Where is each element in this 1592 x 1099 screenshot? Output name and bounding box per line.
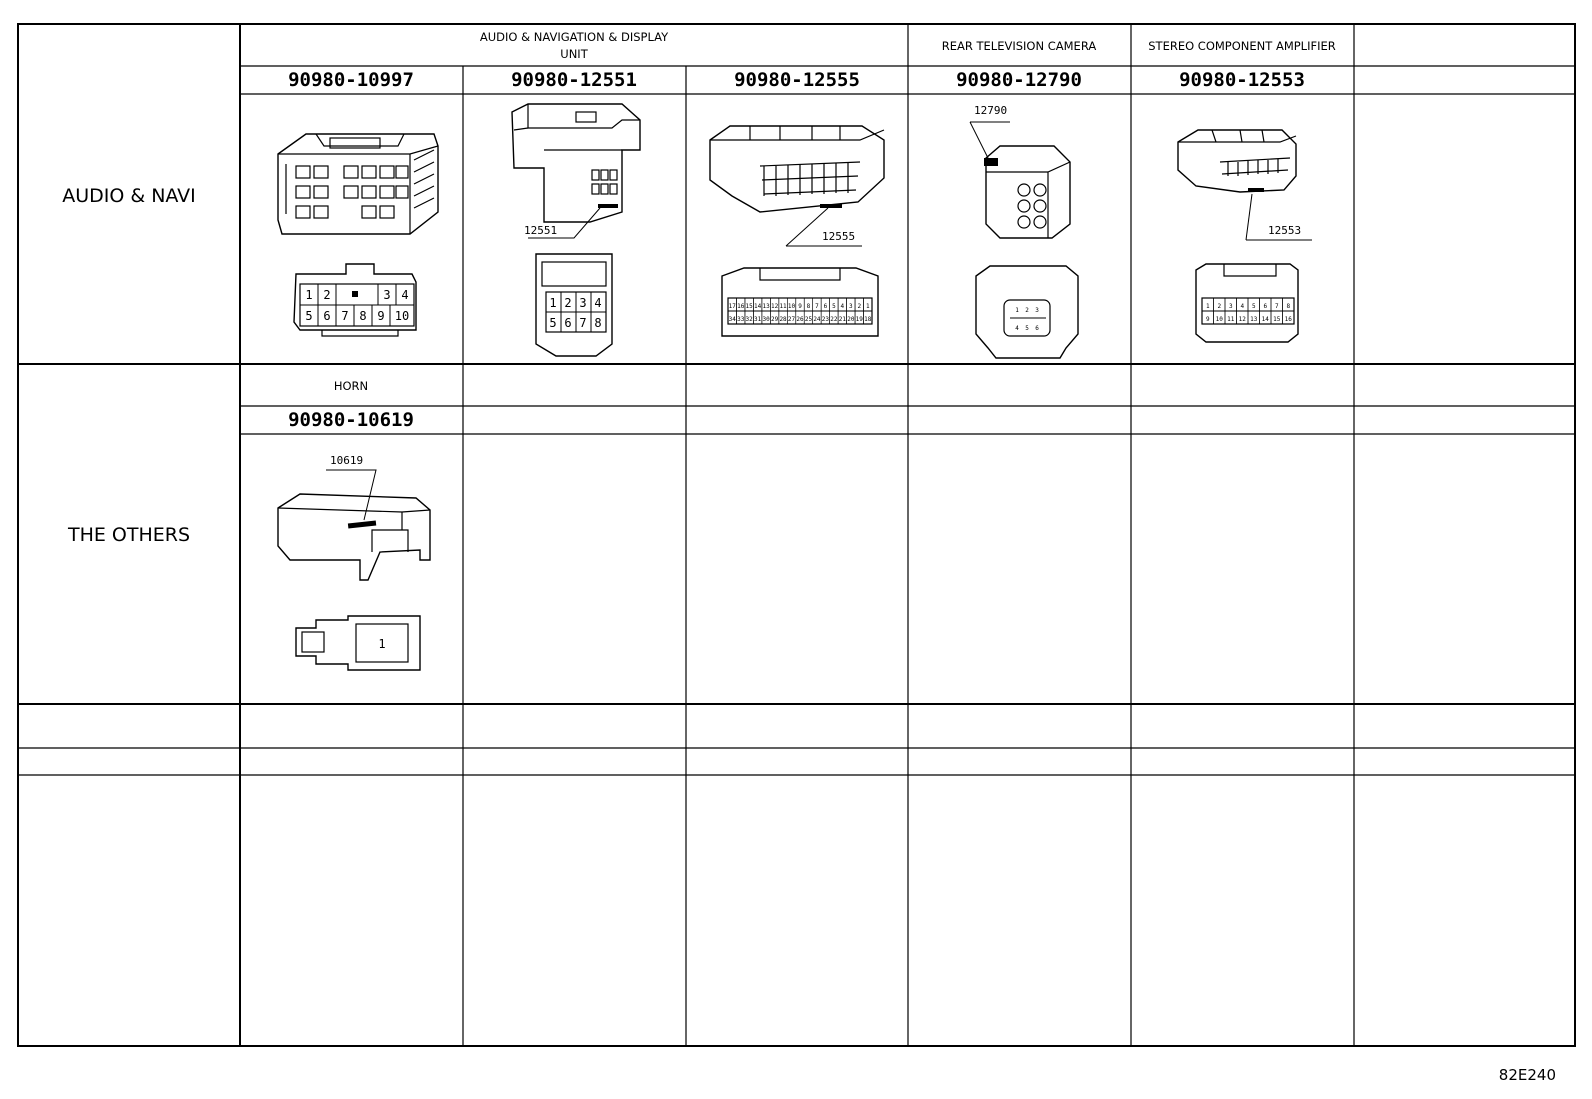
pin-label: 16 (1284, 316, 1292, 323)
part-number-12555: 90980-12555 (734, 69, 860, 91)
pin-label: 1 (549, 296, 557, 310)
pin-label: 7 (815, 303, 819, 310)
pin-label: 6 (323, 309, 331, 323)
callout-12790: 12790 (974, 104, 1008, 117)
row-label-the-others: THE OTHERS (67, 524, 191, 546)
pin-label: 14 (1261, 316, 1269, 323)
pin-label: 24 (813, 316, 821, 323)
pin-label: 4 (594, 296, 602, 310)
pin-label: 11 (1227, 316, 1235, 323)
pin-label: 1 (865, 303, 870, 310)
pin-label: 3 (579, 296, 587, 310)
part-number-12553: 90980-12553 (1179, 69, 1305, 91)
connector-face-12553 (1196, 264, 1298, 342)
pin-label: 4 (1015, 325, 1019, 332)
pin-label: 16 (737, 303, 745, 310)
pin-label: 5 (305, 309, 313, 323)
pin-label: 29 (770, 316, 779, 323)
connector-face-12555 (722, 268, 878, 336)
part-number-10997: 90980-10997 (288, 69, 414, 91)
pin-label: 14 (754, 303, 762, 310)
pin-label: 1 (378, 637, 386, 651)
pin-label: 7 (579, 316, 587, 330)
pin-label: 5 (1251, 303, 1256, 310)
callout-10619: 10619 (330, 454, 364, 467)
pin-label: 4 (1240, 303, 1245, 310)
part-number-12790: 90980-12790 (956, 69, 1082, 91)
connector-face-12551 (536, 254, 612, 356)
pin-label: 23 (821, 316, 830, 323)
connector-illustration-12551 (512, 104, 640, 238)
connector-illustration-10619 (278, 454, 430, 580)
pin-label: 7 (341, 309, 349, 323)
pin-label: 2 (857, 303, 862, 310)
pin-label: 30 (762, 316, 770, 323)
pin-label: 5 (549, 316, 557, 330)
part-number-12551: 90980-12551 (511, 69, 637, 91)
pin-label: 5 (832, 303, 836, 310)
group-header-stereo-component-amplifier: STEREO COMPONENT AMPLIFIER (1148, 39, 1336, 53)
pin-label: 18 (864, 316, 872, 323)
row-label-audio-navi: AUDIO & NAVI (62, 185, 196, 207)
pin-label: 25 (804, 316, 813, 323)
pin-label: 3 (1035, 307, 1039, 314)
pin-label: 8 (594, 316, 602, 330)
pin-label: 13 (1250, 316, 1258, 323)
pin-label: 15 (745, 303, 753, 310)
pin-label: 33 (737, 316, 745, 323)
pin-label: 4 (840, 303, 845, 310)
callout-12553: 12553 (1268, 224, 1302, 237)
pin-label: 12 (1238, 316, 1246, 323)
pin-label: 2 (323, 288, 331, 302)
pin-label: 20 (847, 316, 855, 323)
pin-label: 2 (564, 296, 572, 310)
pin-label: 15 (1273, 316, 1281, 323)
pin-label: 6 (1263, 303, 1268, 310)
part-number-10619: 90980-10619 (288, 409, 414, 431)
group-header-horn: HORN (333, 379, 369, 393)
pin-label: 8 (359, 309, 367, 323)
connector-illustration-12790 (970, 104, 1070, 238)
pin-label: 6 (1035, 325, 1039, 332)
connector-illustration-10997 (278, 134, 438, 234)
pin-label: 2 (1025, 307, 1029, 314)
pin-label: 6 (823, 303, 828, 310)
pin-label: 1 (305, 288, 313, 302)
pin-label: 26 (796, 316, 804, 323)
pin-label: 10 (1215, 316, 1223, 323)
group-header-audio-navigation-display-line2: UNIT (560, 47, 588, 61)
pin-label: 2 (1217, 303, 1222, 310)
pin-label: 3 (849, 303, 853, 310)
pin-label: 34 (728, 316, 736, 323)
pin-label: 10 (394, 309, 410, 323)
pin-label: 22 (830, 316, 838, 323)
group-header-audio-navigation-display: AUDIO & NAVIGATION & DISPLAY (479, 30, 669, 44)
pin-label: 4 (401, 288, 409, 302)
pin-label: 32 (745, 316, 753, 323)
pin-label: 8 (1286, 303, 1291, 310)
pin-label: 28 (779, 316, 787, 323)
connector-face-10619 (296, 616, 420, 670)
pin-label: 7 (1274, 303, 1279, 310)
connector-face-12790 (976, 266, 1078, 358)
callout-12555: 12555 (822, 230, 856, 243)
pin-label: 10 (787, 303, 796, 310)
callout-12551: 12551 (524, 224, 558, 237)
pin-label: 17 (728, 303, 736, 310)
pin-label: 9 (798, 303, 802, 310)
pin-label: 12 (770, 303, 779, 310)
pin-label: 3 (1228, 303, 1233, 310)
pin-label: 9 (1205, 316, 1210, 323)
pin-label: 19 (855, 316, 863, 323)
pin-label: 1 (1205, 303, 1210, 310)
pin-label: 21 (838, 316, 846, 323)
connector-illustration-12553 (1178, 130, 1312, 240)
pin-label: 6 (564, 316, 572, 330)
pin-label: 5 (1025, 325, 1029, 332)
pin-label: 8 (806, 303, 811, 310)
group-header-rear-television-camera: REAR TELEVISION CAMERA (941, 39, 1097, 53)
figure-code: 82E240 (1498, 1066, 1556, 1084)
pin-label: 13 (762, 303, 770, 310)
pin-label: 1 (1015, 307, 1019, 314)
pin-label: 11 (779, 303, 787, 310)
pin-label: 27 (787, 316, 796, 323)
pin-label: 31 (754, 316, 762, 323)
pin-label: 9 (377, 309, 385, 323)
connector-illustration-12555 (710, 126, 884, 246)
pin-label: 3 (383, 288, 391, 302)
connector-face-10997 (294, 264, 416, 336)
